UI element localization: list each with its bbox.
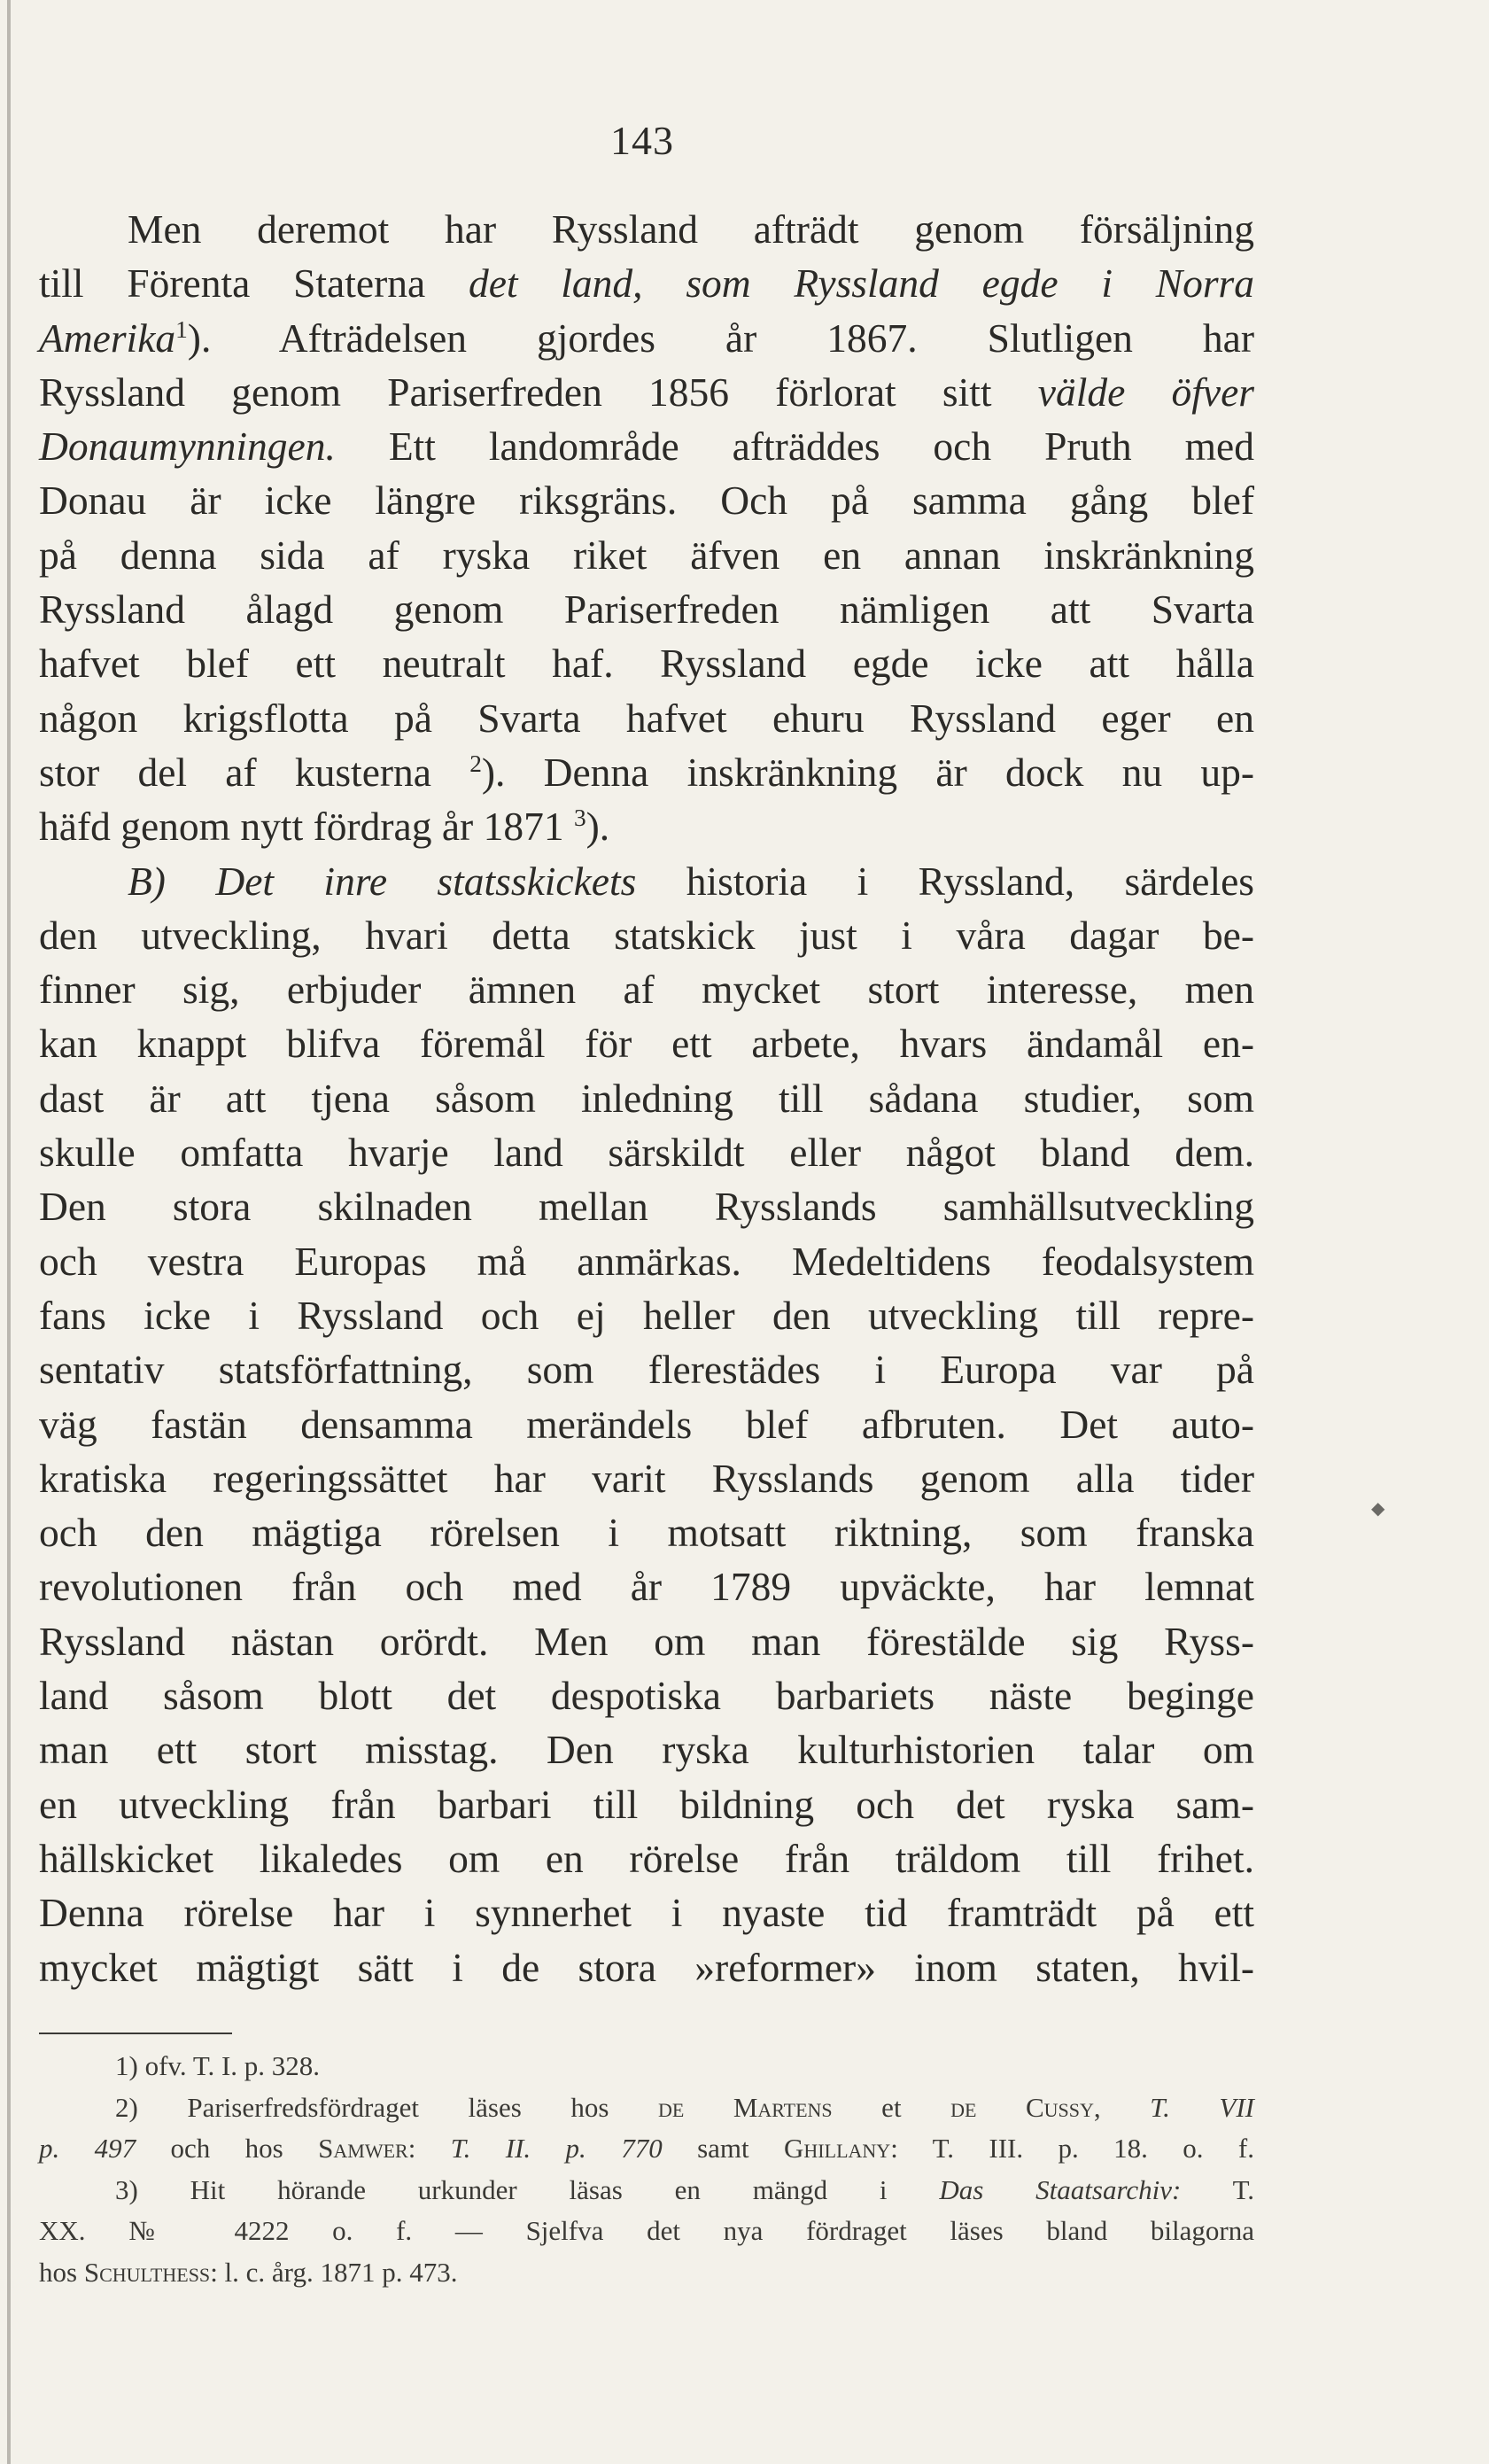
text-line: hafvet blef ett neutralt haf. Ryssland egde icke att hålla — [39, 641, 1254, 687]
italic-text: T. VII — [1150, 2091, 1254, 2123]
text-line: Ryssland genom Pariserfreden 1856 förlorat sitt välde öfver — [39, 369, 1254, 415]
text-line: den utveckling, hvari detta statskick just i våra dagar be- — [39, 912, 1254, 958]
text-line: B) Det inre statsskickets historia i Ryssland, särdeles — [128, 858, 1255, 904]
italic-text: p. 497 — [39, 2133, 136, 2164]
small-caps-name: Samwer — [318, 2133, 408, 2164]
small-caps-name: de Martens — [657, 2091, 833, 2123]
footnote-marker: 2 — [469, 750, 482, 777]
footnote-line: 2) Pariserfredsfördraget läses hos de Martens et de Cussy, T. VII — [115, 2091, 1254, 2123]
text-line: på denna sida af ryska riket äfven en annan inskränkning — [39, 532, 1254, 578]
italic-text: Das Staatsarchiv: — [939, 2173, 1182, 2205]
footnote-line: 3) Hit hörande urkunder läsas en mängd i Das Staatsarchiv: T. — [115, 2173, 1255, 2205]
text-line: hällskicket likaledes om en rörelse från träldom till frihet. — [39, 1835, 1254, 1881]
italic-text: T. II. p. 770 — [450, 2133, 663, 2164]
text-line: Donaumynningen. Ett landområde afträddes och Pruth med — [39, 424, 1254, 470]
text-line: mycket mägtigt sätt i de stora »reformer» inom staten, hvil- — [39, 1944, 1254, 1990]
text-line: Den stora skilnaden mellan Rysslands samhällsutveckling — [39, 1184, 1254, 1230]
text-line: Donau är icke längre riksgräns. Och på samma gång blef — [39, 478, 1254, 524]
text-line: väg fastän densamma merändels blef afbruten. Det auto- — [39, 1401, 1254, 1447]
footnote — [39, 2087, 1254, 2170]
text-line: Amerika$^1$). Afträdelsen gjordes år 1867. Slutligen har — [39, 315, 1254, 361]
footnote-line: p. 497 och hos Samwer: T. II. p. 770 samt Ghillany: T. III. p. 18. o. f. — [39, 2133, 1254, 2164]
page-edge-line — [7, 0, 11, 2464]
text-line: skulle omfatta hvarje land särskildt eller något bland dem. — [39, 1130, 1254, 1176]
footnote-marker: 1 — [175, 315, 188, 343]
small-caps-name: de Cussy — [950, 2091, 1094, 2123]
small-caps-name: Ghillany — [784, 2133, 891, 2164]
footnotes — [39, 2046, 1254, 2293]
text-line: man ett stort misstag. Den ryska kulturhistorien talar om — [39, 1727, 1254, 1773]
small-caps-name: Schulthess — [83, 2256, 211, 2288]
footnote — [39, 2046, 1254, 2087]
text-line: kratiska regeringssättet har varit Rysslands genom alla tider — [39, 1455, 1254, 1501]
text-line: en utveckling från barbari till bildning och det ryska sam- — [39, 1781, 1254, 1827]
text-line: Denna rörelse har i synnerhet i nyaste tid framträdt på ett — [39, 1890, 1254, 1936]
text-line: och den mägtiga rörelsen i motsatt riktning, som franska — [39, 1510, 1254, 1556]
paragraph — [39, 854, 1254, 1994]
paragraph — [39, 202, 1254, 854]
italic-text: Donaumynningen. — [39, 424, 336, 470]
footnote-line: 1) ofv. T. I. p. 328. — [115, 2050, 321, 2081]
footnote-marker: 3 — [573, 804, 586, 832]
text-line: kan knappt blifva föremål för ett arbete, hvars ändamål en- — [39, 1021, 1254, 1067]
text-line: dast är att tjena såsom inledning till sådana studier, som — [39, 1075, 1254, 1121]
text-line: stor del af kusterna $^2$). Denna inskränkning är dock nu up- — [39, 749, 1255, 795]
page-number: 143 — [610, 118, 674, 163]
footnote-line: hos Schulthess: l. c. årg. 1871 p. 473. — [39, 2256, 458, 2288]
footnote-rule — [39, 2033, 232, 2034]
margin-mark: ◆ — [1371, 1499, 1385, 1519]
text-line: och vestra Europas må anmärkas. Medeltidens feodalsystem — [39, 1238, 1254, 1284]
text-line: revolutionen från och med år 1789 upväckte, har lemnat — [39, 1564, 1254, 1610]
text-line: till Förenta Staterna det land, som Ryssland egde i Norra — [39, 260, 1254, 307]
footnote — [39, 2170, 1254, 2294]
footnote-line: XX. № 4222 o. f. — Sjelfva det nya fördraget läses bland bilagorna — [39, 2215, 1254, 2246]
body-text — [39, 202, 1254, 1994]
text-line: Ryssland ålagd genom Pariserfreden nämligen att Svarta — [39, 587, 1254, 633]
text-line: sentativ statsförfattning, som flerestädes i Europa var på — [39, 1347, 1254, 1393]
text-line: någon krigsflotta på Svarta hafvet ehuru Ryssland eger en — [39, 695, 1254, 741]
text-line: Men deremot har Ryssland afträdt genom försäljning — [128, 206, 1254, 252]
italic-text: välde öfver — [1037, 369, 1254, 415]
text-line: fans icke i Ryssland och ej heller den utveckling till repre- — [39, 1292, 1254, 1338]
italic-text: det land, som Ryssland egde i Norra — [468, 260, 1254, 307]
text-line: land såsom blott det despotiska barbariets näste beginge — [39, 1673, 1254, 1719]
text-line: finner sig, erbjuder ämnen af mycket stort interesse, men — [39, 967, 1254, 1013]
text-line: häfd genom nytt fördrag år 1871 $^3$). — [39, 804, 610, 850]
italic-text: B) Det inre statsskickets — [128, 858, 637, 904]
text-line: Ryssland nästan orördt. Men om man förestälde sig Ryss- — [39, 1618, 1254, 1664]
italic-text: Amerika — [39, 315, 176, 361]
